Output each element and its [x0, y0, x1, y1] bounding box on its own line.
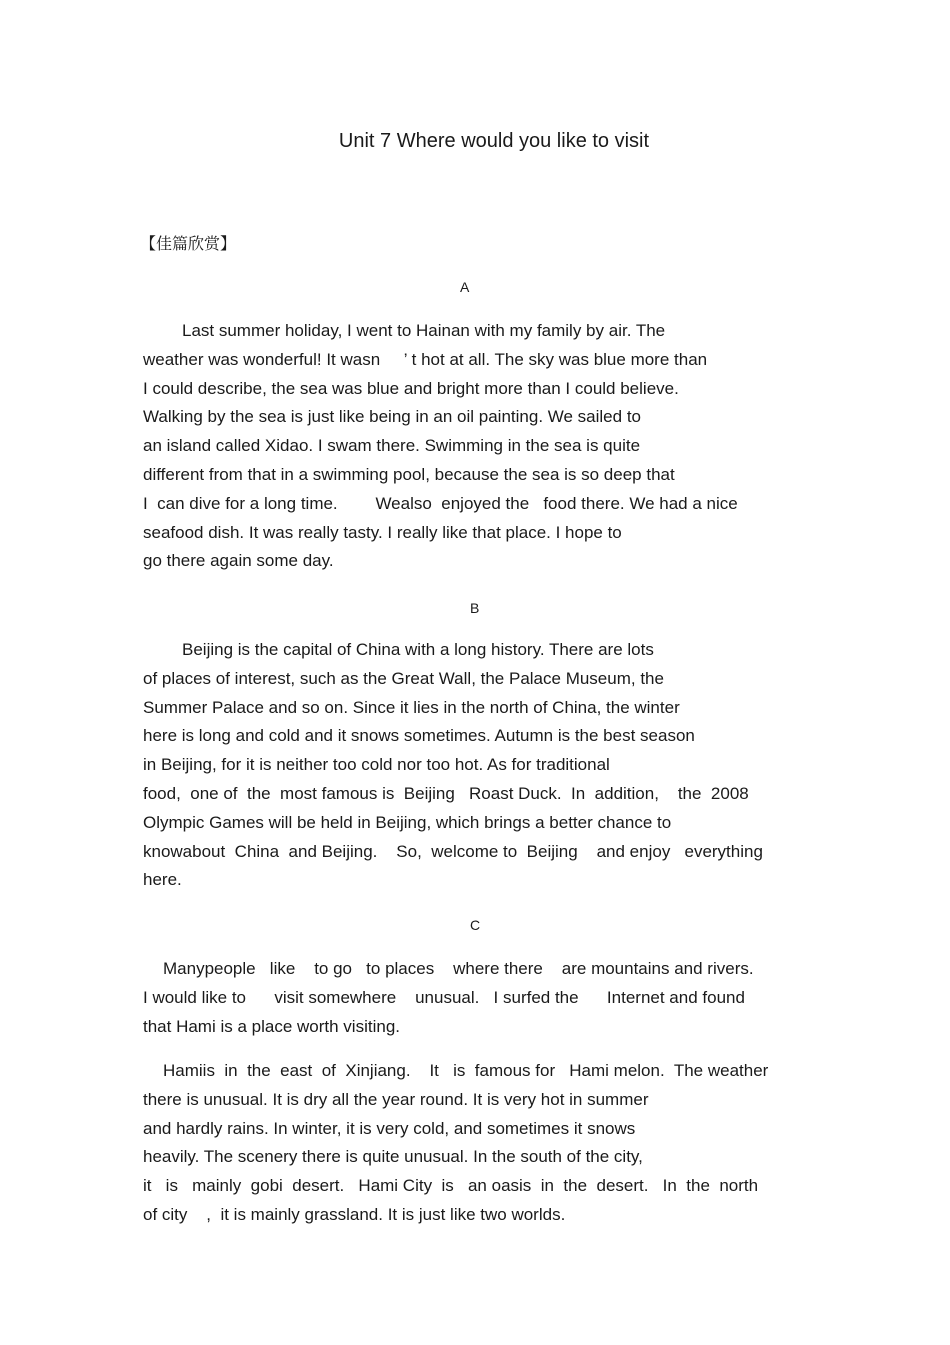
- passage-line: Manypeople like to go to places where there are mountains and rivers.: [163, 959, 754, 978]
- passage-line: here is long and cold and it snows sometimes. Autumn is the best season: [143, 726, 695, 746]
- passage-line: Summer Palace and so on. Since it lies in the north of China, the winter: [143, 697, 680, 717]
- passage-line: go there again some day.: [143, 551, 334, 571]
- passage-line: heavily. The scenery there is quite unusual. In the south of the city,: [143, 1147, 643, 1167]
- passage-line: in Beijing, for it is neither too cold nor too hot. As for traditional: [143, 755, 610, 775]
- passage-line: knowabout China and Beijing. So, welcome to Beijing and enjoy everything: [143, 841, 763, 861]
- passage-line: seafood dish. It was really tasty. I really like that place. I hope to: [143, 522, 622, 542]
- passage-line: I can dive for a long time. Wealso enjoyed the food there. We had a nice: [143, 493, 738, 513]
- passage-line: I could describe, the sea was blue and bright more than I could believe.: [143, 378, 679, 398]
- passage-line: and hardly rains. In winter, it is very cold, and sometimes it snows: [143, 1118, 636, 1138]
- passage-b: [143, 636, 763, 895]
- passage-line: weather was wonderful! It wasn ’ t hot at all. The sky was blue more than: [143, 349, 708, 369]
- section-header: 【佳篇欣赏】: [140, 234, 237, 253]
- passage-label-b: B: [470, 600, 480, 616]
- passage-line: different from that in a swimming pool, because the sea is so deep that: [143, 464, 675, 484]
- passage-line: I would like to visit somewhere unusual. I surfed the Internet and found: [143, 987, 745, 1007]
- passage-line: Olympic Games will be held in Beijing, which brings a better chance to: [143, 812, 672, 832]
- passage-line: Beijing is the capital of China with a long history. There are lots: [182, 640, 654, 659]
- passage-line: that Hami is a place worth visiting.: [143, 1016, 400, 1036]
- passage-line: of places of interest, such as the Great Wall, the Palace Museum, the: [143, 668, 664, 688]
- passage-line: it is mainly gobi desert. Hami City is an oasis in the desert. In the north: [143, 1176, 759, 1196]
- passage-c-paragraph-1: [143, 955, 754, 1041]
- passage-line: food, one of the most famous is Beijing Roast Duck. In addition, the 2008: [143, 783, 749, 803]
- passage-a: [143, 317, 738, 576]
- passage-line: Hamiis in the east of Xinjiang. It is famous for Hami melon. The weather: [163, 1061, 769, 1080]
- passage-line: of city , it is mainly grassland. It is just like two worlds.: [143, 1204, 566, 1224]
- passage-c-paragraph-2: [143, 1057, 768, 1230]
- passage-label-c: C: [470, 917, 481, 933]
- page-title: Unit 7 Where would you like to visit: [338, 130, 650, 152]
- passage-line: Walking by the sea is just like being in an oil painting. We sailed to: [143, 407, 641, 427]
- passage-line: Last summer holiday, I went to Hainan with my family by air. The: [182, 321, 666, 340]
- passage-line: there is unusual. It is dry all the year round. It is very hot in summer: [143, 1089, 649, 1109]
- passage-label-a: A: [460, 279, 470, 295]
- passage-line: an island called Xidao. I swam there. Swimming in the sea is quite: [143, 436, 641, 456]
- passage-line: here.: [143, 870, 182, 890]
